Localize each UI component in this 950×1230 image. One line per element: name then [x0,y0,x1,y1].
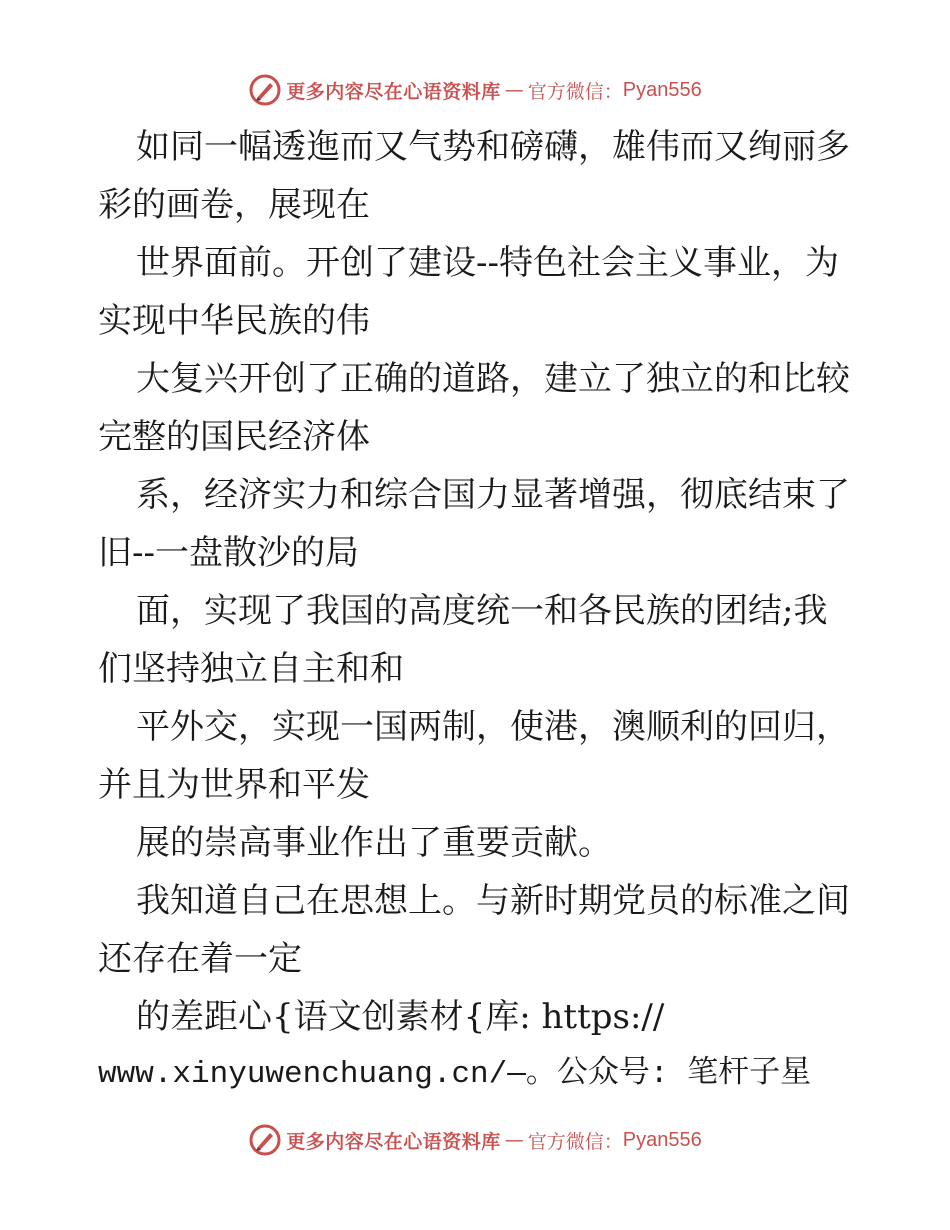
text-line: 大复兴开创了正确的道路，建立了独立的和比较 [136,359,850,399]
text-line: 平外交，实现一国两制，使港，澳顺利的回归， [136,707,850,747]
banner-dash: — [504,79,524,101]
banner-wechat-label: 官方微信： [527,1130,623,1153]
banner-wechat-label: 官方微信： [527,80,623,103]
text-line: 世界面前。开创了建设--特色社会主义事业，为 [136,243,839,283]
text-line: 们坚持独立自主和和 [98,649,404,689]
banner-wechat-id: Pyan556 [622,78,702,101]
document-body [98,118,858,1104]
pen-logo-icon [248,1123,282,1157]
pen-logo-icon [248,73,282,107]
text-line: 面，实现了我国的高度统一和各民族的团结;我 [136,591,828,631]
text-line: 展的崇高事业作出了重要贡献。 [136,823,612,863]
banner-text: 更多内容尽在心语资料库 [286,80,501,103]
text-line: 实现中华民族的伟 [98,301,370,341]
footer-banner [0,1120,950,1160]
banner-wechat-id: Pyan556 [622,1128,702,1151]
banner-text: 更多内容尽在心语资料库 [286,1130,501,1153]
text-line: 如同一幅透迤而又气势和磅礴，雄伟而又绚丽多 [136,127,850,167]
text-line: 的差距心{语文创素材{库: https:// [136,997,665,1037]
text-line: 还存在着一定 [98,939,302,979]
text-line: 并且为世界和平发 [98,765,370,805]
header-banner [0,70,950,110]
text-line: 完整的国民经济体 [98,417,370,457]
text-line: 系，经济实力和综合国力显著增强，彻底结束了 [136,475,850,515]
text-line: www.xinyuwenchuang.cn/—。公众号: 笔杆子星 [98,1057,812,1092]
text-line: 我知道自己在思想上。与新时期党员的标准之间 [136,881,850,921]
text-line: 彩的画卷，展现在 [98,185,370,225]
text-line: 旧--一盘散沙的局 [98,533,359,573]
banner-dash: — [504,1129,524,1151]
